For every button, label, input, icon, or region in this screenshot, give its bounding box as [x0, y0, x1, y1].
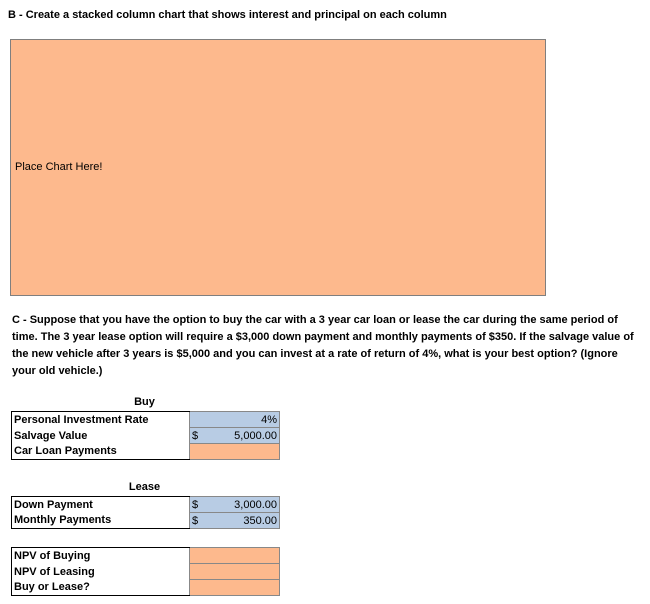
monthly-payments-label: Monthly Payments [12, 513, 190, 529]
npv-leasing-input[interactable] [190, 564, 280, 580]
down-payment-cell[interactable] [190, 497, 280, 513]
table-row [12, 580, 280, 596]
buy-or-lease-label: Buy or Lease? [12, 580, 190, 596]
personal-investment-rate-value[interactable]: 4% [190, 412, 280, 428]
chart-placeholder[interactable] [10, 39, 546, 296]
table-row [12, 513, 280, 529]
personal-investment-rate-label: Personal Investment Rate [12, 412, 190, 428]
currency-symbol: $ [192, 514, 199, 527]
buy-title: Buy [134, 396, 155, 408]
table-row [12, 548, 280, 564]
salvage-value-amount: 5,000.00 [234, 429, 277, 442]
lease-title: Lease [128, 481, 161, 493]
table-row [12, 428, 280, 444]
buy-or-lease-input[interactable] [190, 580, 280, 596]
currency-symbol: $ [192, 498, 199, 511]
npv-leasing-label: NPV of Leasing [12, 564, 190, 580]
table-row [12, 444, 280, 460]
npv-buying-input[interactable] [190, 548, 280, 564]
npv-buying-label: NPV of Buying [12, 548, 190, 564]
section-c-question: C - Suppose that you have the option to buy the car with a 3 year car loan or lease the car during the same period of time. The 3 year lease option will require a $3,000 down payment and monthly payments of $350. If the salvage value of the new vehicle after 3 years is $5,000 and you can invest at a rate of return of 4%, what is your best option? (Ignore your old vehicle.) [12, 314, 634, 377]
currency-symbol: $ [192, 429, 199, 442]
monthly-payments-amount: 350.00 [243, 514, 277, 527]
car-loan-payments-input[interactable] [190, 444, 280, 460]
salvage-value-cell[interactable] [190, 428, 280, 444]
lease-table [11, 496, 280, 529]
chart-placeholder-label: Place Chart Here! [15, 161, 103, 173]
salvage-value-label: Salvage Value [12, 428, 190, 444]
down-payment-label: Down Payment [12, 497, 190, 513]
results-table [11, 547, 280, 596]
buy-table [11, 411, 280, 460]
table-row [12, 412, 280, 428]
car-loan-payments-label: Car Loan Payments [12, 444, 190, 460]
monthly-payments-cell[interactable] [190, 513, 280, 529]
table-row [12, 497, 280, 513]
down-payment-amount: 3,000.00 [234, 498, 277, 511]
section-b-heading: B - Create a stacked column chart that shows interest and principal on each column [8, 9, 447, 21]
table-row [12, 564, 280, 580]
